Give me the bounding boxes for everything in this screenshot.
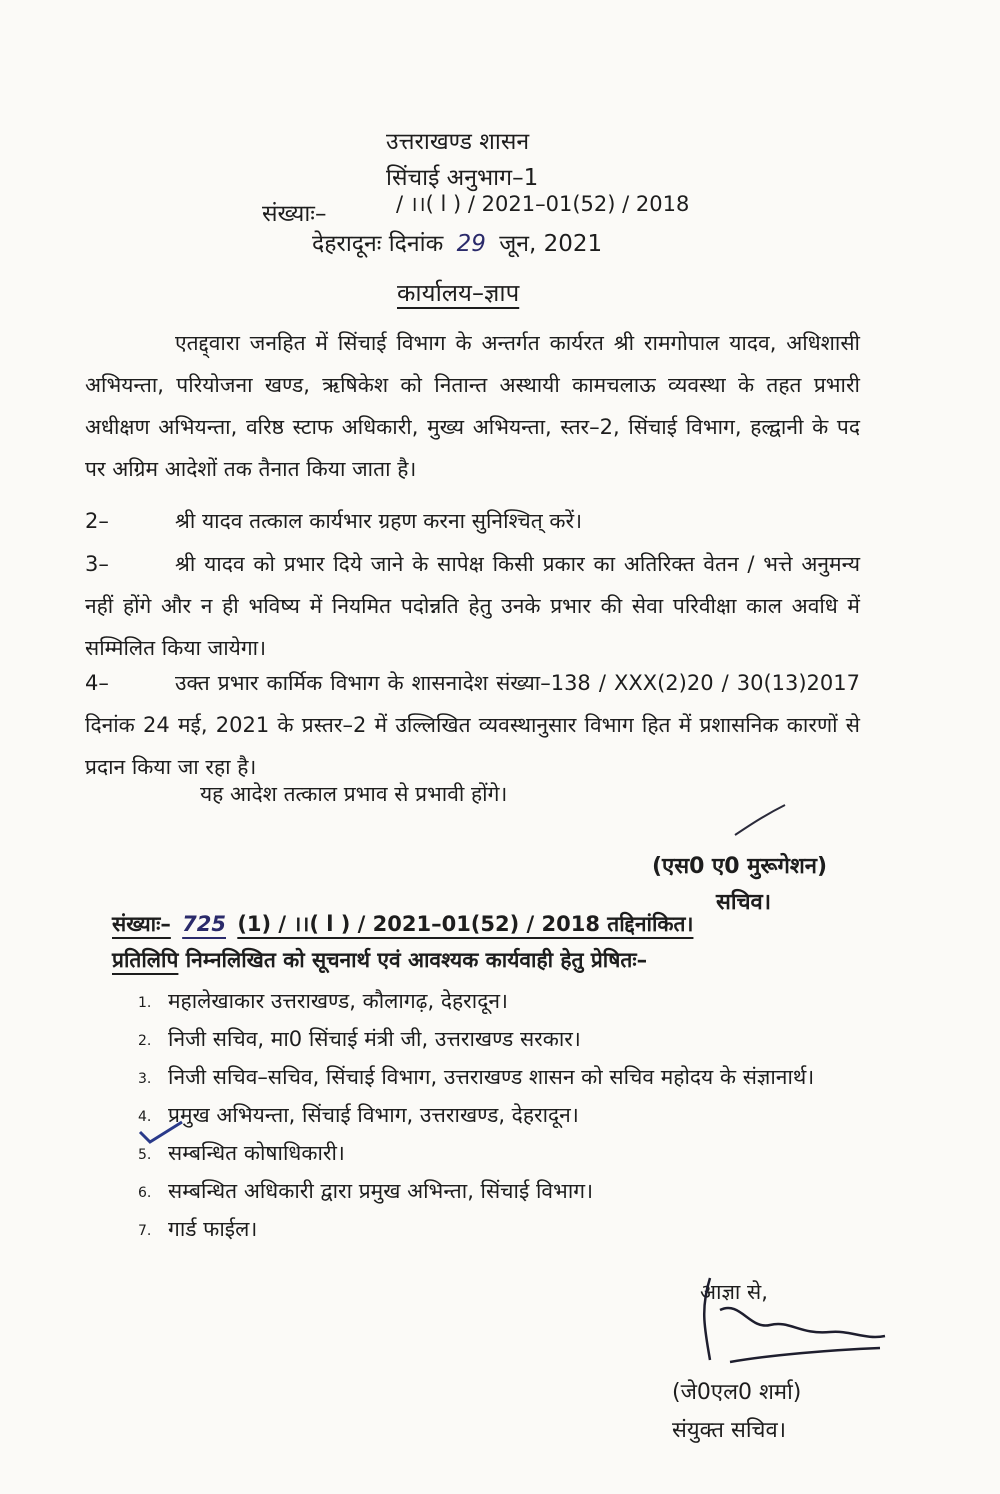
date-suffix: जून, 2021 bbox=[499, 231, 603, 257]
list-item: 2. निजी सचिव, मा0 सिंचाई मंत्री जी, उत्तराखण्ड सरकार। bbox=[138, 1027, 581, 1051]
signatory-1-name: (एस0 ए0 मुरूगेशन) bbox=[652, 854, 828, 879]
section-title: सिंचाई अनुभाग–1 bbox=[386, 165, 539, 191]
list-item: 6. सम्बन्धित अधिकारी द्वारा प्रमुख अभिन्ता, सिंचाई विभाग। bbox=[138, 1179, 594, 1203]
paragraph-3-text: श्री यादव को प्रभार दिये जाने के सापेक्ष किसी प्रकार का अतिरिक्त वेतन / भत्ते अनुमन्य नहीं होंगे और न ही भविष्य में नियमित पदोन्नति हेतु उनके प्रभार की सेवा परिवीक्षा काल अवधि में सम्मिलित किया जायेगा। bbox=[85, 552, 860, 660]
paragraph-1: एतद्द्वारा जनहित में सिंचाई विभाग के अन्तर्गत कार्यरत श्री रामगोपाल यादव, अधिशासी अभियन्ता, परियोजना खण्ड, ऋषिकेश को नितान्त अस्थायी कामचलाऊ व्यवस्था के तहत प्रभारी अधीक्षण अभियन्ता, वरिष्ठ स्टाफ अधिकारी, मुख्य अभियन्ता, स्तर–2, सिंचाई विभाग, हल्द्वानी के पद पर अग्रिम आदेशों तक तैनात किया जाता है। bbox=[85, 331, 860, 481]
reference-number: / ।।( l ) / 2021–01(52) / 2018 bbox=[396, 192, 690, 216]
list-item: 7. गार्ड फाईल। bbox=[138, 1217, 258, 1241]
paragraph-3 bbox=[85, 543, 860, 669]
copy-text: निम्नलिखित को सूचनार्थ एवं आवश्यक कार्यवाही हेतु प्रेषितः– bbox=[185, 948, 648, 972]
copy-reference-handwritten: 725 bbox=[182, 912, 226, 936]
paragraph-2-text: श्री यादव तत्काल कार्यभार ग्रहण करना सुनिश्चित् करें। bbox=[175, 509, 583, 533]
list-item: 4. प्रमुख अभियन्ता, सिंचाई विभाग, उत्तराखण्ड, देहरादून। bbox=[138, 1103, 579, 1127]
copy-reference-label: संख्याः– bbox=[112, 912, 171, 936]
paragraph-4-text: उक्त प्रभार कार्मिक विभाग के शासनादेश संख्या–138 / XXX(2)20 / 30(13)2017 दिनांक 24 मई, 2021 के प्रस्तर–2 में उल्लिखित व्यवस्थानुसार विभाग हित में प्रशासनिक कारणों से प्रदान किया जा रहा है। bbox=[85, 671, 860, 779]
government-title: उत्तराखण्ड शासन bbox=[386, 129, 530, 155]
copy-reference bbox=[112, 910, 693, 938]
paragraph-4-number: 4– bbox=[85, 671, 109, 695]
copy-reference-rest: (1) / ।।( l ) / 2021–01(52) / 2018 तद्दिनांकित। bbox=[237, 912, 694, 936]
paragraph-3-number: 3– bbox=[85, 552, 109, 576]
paragraph-4 bbox=[85, 662, 860, 788]
date-day: 29 bbox=[456, 231, 486, 257]
place-date bbox=[312, 226, 602, 258]
reference-label: संख्याः– bbox=[262, 201, 327, 227]
copy-label: प्रतिलिपि bbox=[112, 948, 179, 972]
order-by: आज्ञा से, bbox=[700, 1280, 768, 1304]
signatory-2-designation: संयुक्त सचिव। bbox=[672, 1418, 787, 1443]
list-item: 1. महालेखाकार उत्तराखण्ड, कौलागढ़, देहरादून। bbox=[138, 989, 508, 1013]
doc-type: कार्यालय–ज्ञाप bbox=[397, 279, 520, 307]
recipient-list bbox=[138, 986, 858, 1252]
paragraph-2-number: 2– bbox=[85, 509, 109, 533]
signature-mark-1 bbox=[730, 800, 790, 840]
list-item: 5. सम्बन्धित कोषाधिकारी। bbox=[138, 1141, 345, 1165]
list-item: 3. निजी सचिव–सचिव, सिंचाई विभाग, उत्तराखण्ड शासन को सचिव महोदय के संज्ञानार्थ। bbox=[138, 1065, 815, 1089]
signatory-1-designation: सचिव। bbox=[716, 890, 772, 915]
date-prefix: देहरादूनः दिनांक bbox=[312, 231, 444, 257]
signature-mark-2 bbox=[680, 1270, 890, 1380]
signatory-2-name: (जे0एल0 शर्मा) bbox=[672, 1380, 802, 1405]
effect-line: यह आदेश तत्काल प्रभाव से प्रभावी होंगे। bbox=[200, 782, 508, 806]
copy-header bbox=[112, 946, 647, 974]
paragraph-2 bbox=[85, 500, 860, 542]
check-mark-icon bbox=[136, 1118, 186, 1148]
